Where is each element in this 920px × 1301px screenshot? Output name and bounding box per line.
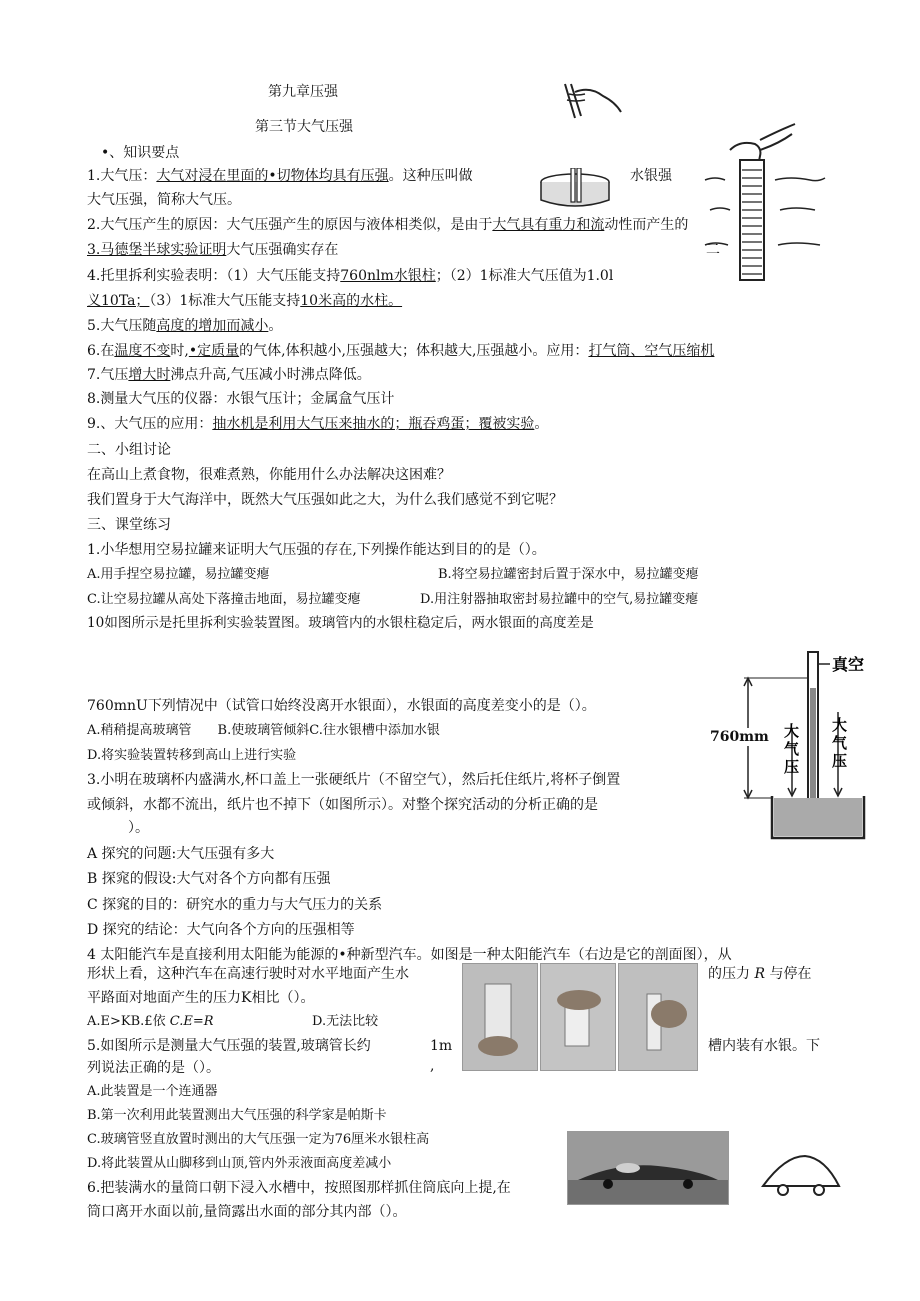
q4-options-ab: A.E>KB.£依 C.E=R (87, 1014, 214, 1029)
discussion-2: 我们置身于大气海洋中，既然大气压强如此之大，为什么我们感觉不到它呢？ (87, 492, 563, 508)
knowledge-1: 1.大气压：大气对浸在里面的•切物体均具有压强。这种压叫做 (87, 168, 473, 184)
air-pressure-left-3: 压 (784, 758, 800, 776)
part3-heading: 三、课堂练习 (87, 517, 171, 533)
air-pressure-right-2: 气 (832, 734, 848, 752)
knowledge-3: 3.马德堡半球实验证明大气压强确实存在 (87, 242, 339, 258)
q3-option-d: D 探究的结论：大气向各个方向的压强相等 (87, 922, 355, 938)
part1-heading: •、知识要点 (101, 145, 180, 161)
q3-option-b: B 探窕的假设:大气对各个方向都有压强 (87, 871, 331, 887)
q6-stem-1: 6.把装满水的量筒口朝下浸入水槽中，按照图那样抓住筒底向上提,在 (87, 1180, 511, 1196)
q4-stem-2-right: 的压力 R 与停在 (708, 966, 812, 982)
knowledge-1-tail: 水银强 (630, 168, 672, 184)
q1-option-c: C.让空易拉罐从高处下落撞击地面，易拉罐变瘪 (87, 592, 361, 607)
q3-option-a: A 探究的问题:大气压强有多大 (87, 846, 275, 862)
part2-heading: 二、小组讨论 (87, 442, 171, 458)
solar-car-photo (567, 1131, 729, 1205)
q5-stem-1: 5.如图所示是测量大气压强的装置,玻璃管长约 (87, 1038, 371, 1054)
q3-option-c: C 探窕的目的：研究水的重力与大气压力的关系 (87, 897, 383, 913)
torricelli-figure (708, 648, 878, 848)
hand-tube-figure (555, 82, 625, 122)
q1-stem: 1.小华想用空易拉罐来证明大气压强的存在,下列操作能达到目的的是（）。 (87, 542, 546, 558)
q1-option-a: A.用手捏空易拉罐，易拉罐变瘪 (87, 567, 270, 582)
knowledge-9: 9.、大气压的应用：抽水机是利用大气压来抽水的；瓶吞鸡蛋；覆被实验。 (87, 416, 549, 432)
q6-stem-2: 筒口离开水面以前,量筒露出水面的部分其内部（）。 (87, 1204, 407, 1220)
knowledge-4-line2: 义10Ta；（3）1标准大气压能支持10米高的水柱。 (87, 293, 403, 309)
car-section-figure (755, 1150, 845, 1198)
q1-option-b: B.将空易拉罐密封后置于深水中，易拉罐变瘪 (438, 567, 699, 582)
vacuum-label: 真空 (832, 655, 865, 674)
q4-option-d: D.无法比较 (312, 1014, 379, 1029)
q4-stem-1: 4 太阳能汽车是直接利用太阳能为能源的•种新型汽车。如图是一种太阳能汽车（右边是它的剖面图），从 (87, 947, 732, 963)
height-760-label: 760mm (710, 729, 769, 745)
knowledge-7: 7.气压增大时沸点升高,气压减小时沸点降低。 (87, 367, 371, 383)
chapter-title: 第九章压强 (268, 84, 338, 100)
knowledge-5: 5.大气压随高度的增加而减小。 (87, 318, 283, 334)
q4-stem-3: 平路面对地面产生的压力K相比（）。 (87, 990, 315, 1006)
q2-options-abc: A.稍稍提高玻璃管 B.使玻璃管倾斜C.往水银槽中添加水银 (87, 723, 440, 738)
knowledge-3-mark: 二 (706, 242, 720, 258)
knowledge-1-line2: 大气压强，简称大气压。 (87, 192, 241, 208)
q3-stem-3: ）。 (128, 820, 149, 836)
q2-stem-1: 10如图所示是托里拆利实验装置图。玻璃管内的水银柱稳定后，两水银面的高度差是 (87, 615, 594, 631)
q5-tube-length: 1m (430, 1038, 453, 1054)
q4-stem-2: 形状上看，这种汽车在高速行驶时对水平地面产生水 (87, 966, 409, 982)
q2-stem-2: 760mnU下列情况中（试管口始终没离开水银面），水银面的高度差变小的是（）。 (87, 698, 596, 714)
knowledge-8: 8.测量大气压的仪器：水银气压计；金属盒气压计 (87, 391, 395, 407)
q5-option-b: B.第一次利用此装置测出大气压强的科学家是帕斯卡 (87, 1108, 387, 1123)
q1-option-d: D.用注射器抽取密封易拉罐中的空气,易拉罐变瘪 (420, 592, 699, 607)
air-pressure-right-3: 压 (832, 752, 848, 770)
knowledge-2: 2.大气压产生的原因：大气压强产生的原因与液体相类似，是由于大气具有重力和流动性而产生的 (87, 217, 689, 233)
air-pressure-right-1: 大 (832, 716, 848, 734)
q5-comma: , (430, 1058, 435, 1074)
discussion-1: 在高山上煮食物，很难煮熟，你能用什么办法解决这困难？ (87, 467, 451, 483)
knowledge-4: 4.托里拆利实验表明：（1）大气压能支持760nlm水银柱；（2）1标准大气压值为1.0l (87, 268, 614, 284)
q2-option-d: D.将实验装置转移到高山上进行实验 (87, 748, 297, 763)
q5-option-c: C.玻璃管竖直放置时测出的大气压强一定为76厘米水银柱高 (87, 1132, 430, 1147)
cup-photo-2 (540, 963, 616, 1071)
q5-option-a: A.此装置是一个连通器 (87, 1084, 218, 1099)
section-title: 第三节大气压强 (255, 119, 353, 135)
knowledge-6: 6.在温度不变时,•定质量的气体,体积越小,压强越大；体积越大,压强越小。应用：打气筒、空气压缩机 (87, 343, 715, 359)
q5-option-d: D.将此装置从山脚移到山顶,管内外汞液面高度差减小 (87, 1156, 392, 1171)
q3-stem-2: 或倾斜，水都不流出，纸片也不掉下（如图所示）。对整个探究活动的分析正确的是 (87, 797, 598, 813)
cup-photo-3 (618, 963, 698, 1071)
q3-stem-1: 3.小明在玻璃杯内盛满水,杯口盖上一张硬纸片（不留空气），然后托住纸片,将杯子倒置 (87, 772, 621, 788)
q5-stem-1-right: 槽内装有水银。下 (708, 1038, 820, 1054)
bowl-figure (535, 168, 615, 213)
q5-stem-2: 列说法正确的是（）。 (87, 1060, 220, 1076)
cylinder-water-figure (700, 120, 830, 290)
air-pressure-left-2: 气 (784, 740, 800, 758)
air-pressure-left-1: 大 (784, 722, 800, 740)
cup-photo-1 (462, 963, 538, 1071)
